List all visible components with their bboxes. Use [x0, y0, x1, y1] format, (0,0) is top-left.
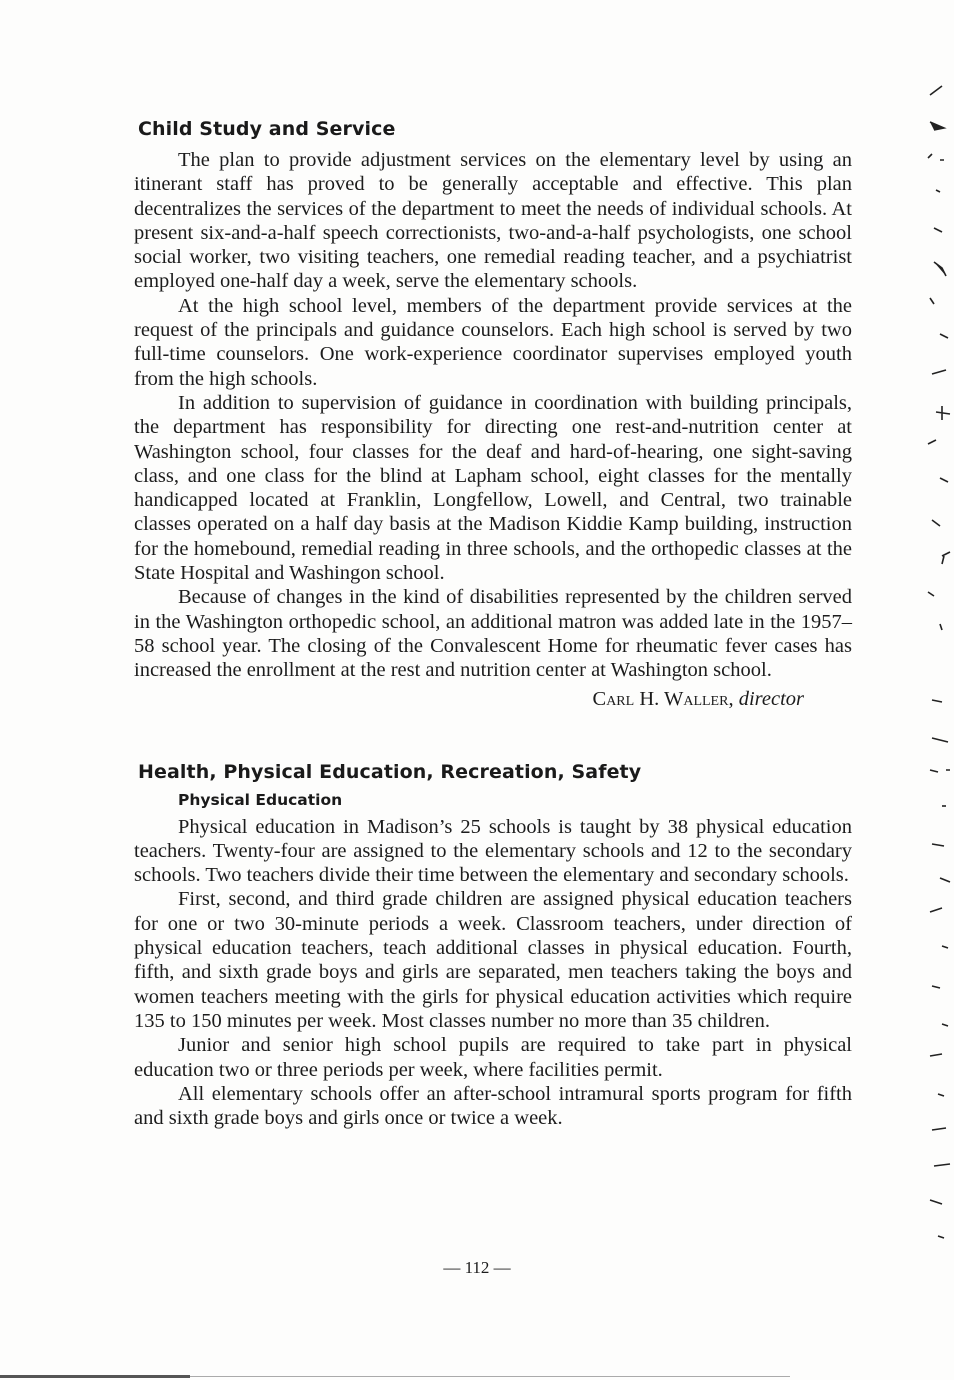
margin-tick	[932, 986, 940, 988]
margin-tick	[942, 946, 948, 948]
margin-tick	[932, 370, 946, 374]
scan-edge-rule	[0, 1374, 954, 1380]
margin-tick	[930, 770, 950, 772]
signature-title: director	[738, 687, 804, 710]
margin-tick	[930, 1200, 942, 1204]
signature-name: Carl H. Waller,	[592, 687, 734, 710]
margin-tick	[940, 478, 948, 482]
margin-tick	[928, 592, 934, 596]
paragraph: Physical education in Madison’s 25 schools is taught by 38 physical education teachers. Twenty-four are assigned to the elementary schools and 12 to the secondary schools. Two teachers divide their time between the elementary and secondary schools.	[134, 815, 852, 887]
margin-tick	[930, 122, 944, 130]
margin-tick	[928, 154, 944, 160]
margin-tick	[928, 440, 936, 444]
margin-tick	[930, 908, 942, 912]
margin-tick	[930, 86, 942, 95]
page-content	[134, 118, 852, 1130]
margin-tick	[940, 334, 948, 338]
margin-tick	[938, 1094, 944, 1096]
margin-tick	[934, 262, 946, 276]
margin-tick	[932, 1128, 946, 1130]
margin-tick	[932, 700, 942, 702]
subheading-physical-education: Physical Education	[178, 790, 343, 809]
margin-tick	[940, 624, 942, 630]
paragraph: All elementary schools offer an after-school intramural sports program for fifth and sixth grade boys and girls once or twice a week.	[134, 1082, 852, 1130]
page-number: — 112 —	[443, 1258, 511, 1277]
scan-edge-light	[190, 1376, 790, 1377]
child-study-section	[134, 118, 852, 711]
paragraph: At the high school level, members of the department provide services at the request of the principals and guidance counselors. Each high school is served by two full-time counselors. One work-experience coordinator supervises employed youth from the high schools.	[134, 294, 852, 390]
margin-tick	[932, 738, 948, 742]
signature	[134, 687, 804, 711]
margin-tick	[934, 228, 942, 232]
margin-tick	[934, 1164, 950, 1166]
paragraph: In addition to supervision of guidance in coordination with building principals, the department has responsibility for directing one rest-and-nutrition center at Washington school, four classes for the deaf and hard-of-hearing, one sight-saving class, and one class for the blind at Lapham school, eight classes for the mentally handicapped located at Franklin, Longfellow, Lowell, and Central, two trainable classes operated on a half day basis at the Madison Kiddie Kamp building, instruction for the homebound, remedial reading in three schools, and the orthopedic classes at the State Hospital and Washingon school.	[134, 391, 852, 585]
margin-tick	[942, 552, 950, 564]
scan-edge-dark	[0, 1375, 190, 1378]
paragraph: Junior and senior high school pupils are required to take part in physical education two or three periods per week, where facilities permit.	[134, 1034, 852, 1081]
paragraph: Because of changes in the kind of disabilities represented by the children served in the Washington orthopedic school, an additional matron was added late in the 1957–58 school year. The closing of the Convalescent Home for rheumatic fever cases has increased the enrollment at the rest and nutrition center at Washington school.	[134, 586, 852, 682]
section-heading-health-pe: Health, Physical Education, Recreation, Safety	[138, 760, 642, 783]
section-heading-child-study: Child Study and Service	[138, 118, 396, 140]
margin-tick	[940, 878, 950, 882]
margin-tick	[936, 406, 950, 420]
paragraph: First, second, and third grade children are assigned physical education teachers for one or two 30-minute periods a week. Classroom teachers, under direction of physical education teachers, teach additional classes in physical education. Fourth, fifth, and sixth grade boys and girls are separated, men teachers taking the boys and women teachers meeting with the girls for physical education activities which require 135 to 150 minutes per week. Most classes number no more than 35 children.	[134, 888, 852, 1032]
margin-tick	[932, 844, 944, 846]
margin-tick-marks	[912, 0, 954, 1380]
paragraph: The plan to provide adjustment services on the elementary level by using an itinerant staff has proved to be generally acceptable and effective. This plan decentralizes the services of the department to meet the needs of individual schools. At present six-and-a-half speech correctionists, two-and-a-half psychologists, one school social worker, two visiting teachers, one remedial reading teacher, and a psychiatrist employed one-half day a week, serve the elementary schools.	[134, 149, 852, 293]
margin-tick	[930, 1054, 942, 1056]
margin-tick	[932, 520, 940, 526]
margin-tick	[936, 190, 940, 192]
margin-tick	[942, 1024, 948, 1026]
margin-tick	[938, 1236, 944, 1238]
margin-tick	[930, 298, 934, 304]
health-pe-section	[134, 761, 852, 1131]
